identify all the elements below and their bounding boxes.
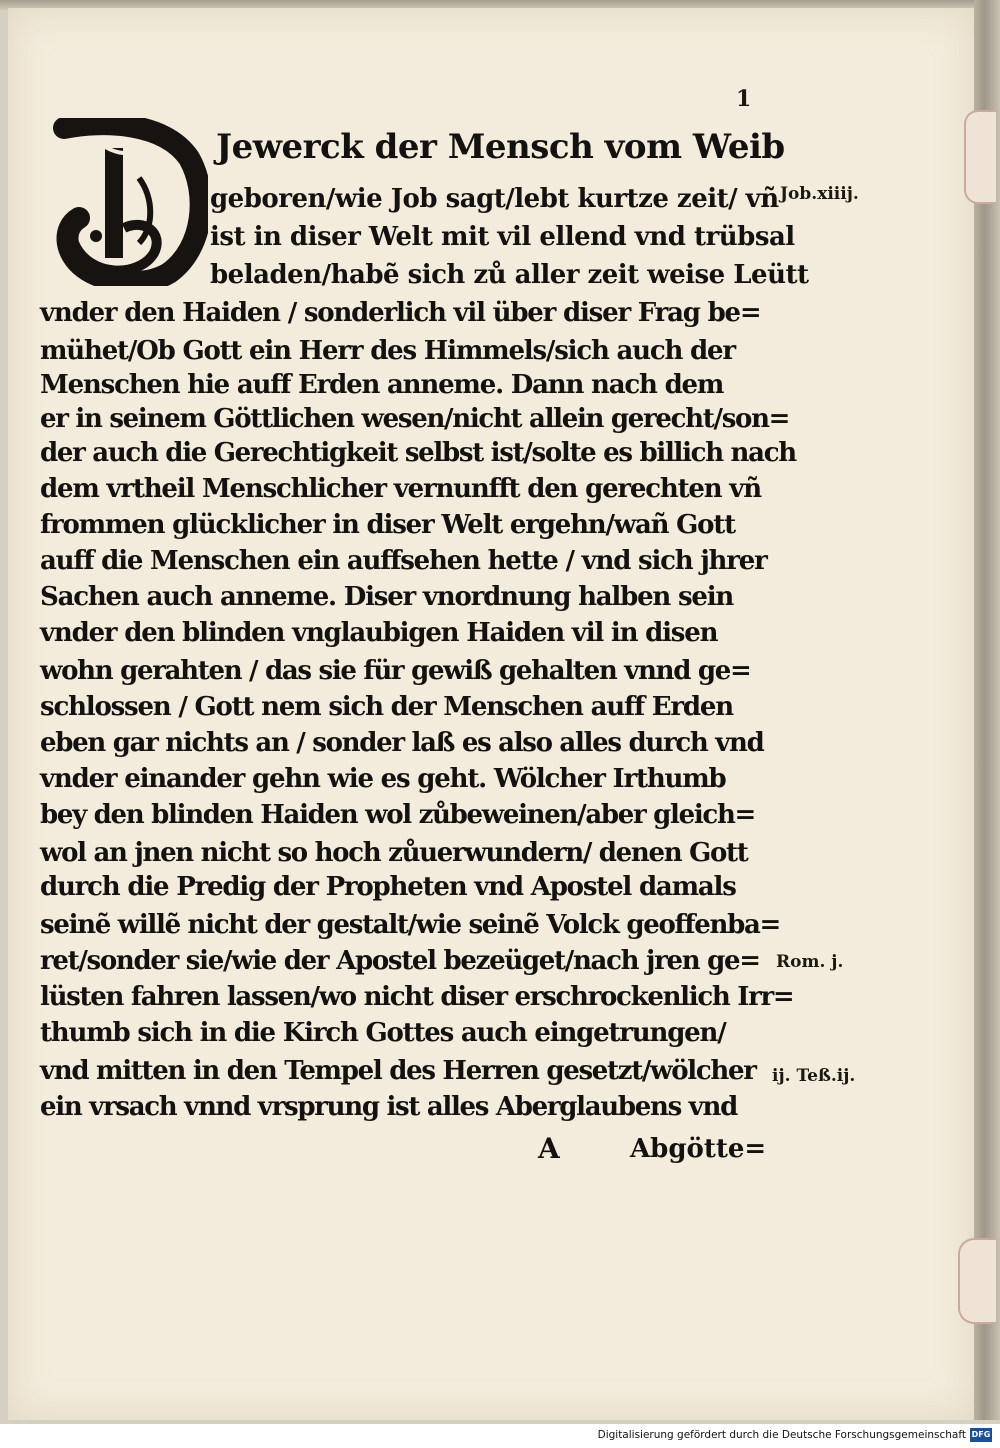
page-tab-top [964,110,996,204]
margin-note: Rom. j. [776,952,844,972]
signature-mark: A [538,1132,560,1165]
footer-credit: Digitalisierung gefördert durch die Deutsche Forschungsgemeinschaft [597,1429,966,1441]
margin-note: ij. Teß.ij. [772,1066,856,1086]
text-line: vnder den blinden vnglaubigen Haiden vil in disen [40,618,718,648]
text-line: ret/sonder sie/wie der Apostel bezeüget/nach jren ge= [40,946,760,976]
text-line: vnd mitten in den Tempel des Herren gesetzt/wölcher [40,1056,756,1086]
text-line: vnder einander gehn wie es geht. Wölcher Irthumb [40,764,726,794]
catchword: Abgötte= [630,1134,767,1164]
text-line: bey den blinden Haiden wol zůbeweinen/aber gleich= [40,800,756,830]
text-line: Sachen auch anneme. Diser vnordnung halben sein [40,582,734,612]
text-line: eben gar nichts an / sonder laß es also alles durch vnd [40,728,764,758]
text-line: frommen glücklicher in diser Welt ergehn/wañ Gott [40,510,735,540]
text-line: dem vrtheil Menschlicher vernunfft den gerechten vñ [40,474,761,504]
margin-note: Job.xiiij. [780,184,859,204]
bleed-through-text [30,1150,730,1220]
page-number: 1 [736,86,752,112]
book-page-edges [974,0,1000,1420]
dropcap-initial [44,118,208,286]
text-line: auff die Menschen ein auffsehen hette / vnd sich jhrer [40,546,767,576]
text-line: beladen/habẽ sich zů aller zeit weise Leütt [210,260,809,290]
dfg-logo-icon: DFG [970,1428,992,1442]
text-line: ein vrsach vnnd vrsprung ist alles Aberglaubens vnd [40,1092,737,1122]
text-line: Jewerck der Mensch vom Weib [216,127,785,167]
footer-bar [0,1424,1000,1448]
text-line: wol an jnen nicht so hoch zůuerwundern/ denen Gott [40,838,748,868]
text-line: der auch die Gerechtigkeit selbst ist/solte es billich nach [40,438,796,468]
text-line: mühet/Ob Gott ein Herr des Himmels/sich auch der [40,336,735,366]
text-line: er in seinem Göttlichen wesen/nicht allein gerecht/son= [40,404,790,434]
text-line: lüsten fahren lassen/wo nicht diser erschrockenlich Irr= [40,982,794,1012]
text-line: Menschen hie auff Erden anneme. Dann nach dem [40,370,724,400]
text-line: geboren/wie Job sagt/lebt kurtze zeit/ vñ [210,184,779,214]
text-line: vnder den Haiden / sonderlich vil über diser Frag be= [40,298,761,328]
text-line: schlossen / Gott nem sich der Menschen auff Erden [40,692,733,722]
page-tab-bottom [958,1238,996,1324]
text-line: seinẽ willẽ nicht der gestalt/wie seinẽ Volck geoffenba= [40,910,781,940]
text-line: thumb sich in die Kirch Gottes auch eingetrungen/ [40,1018,726,1048]
text-line: wohn gerahten / das sie für gewiß gehalten vnnd ge= [40,656,751,686]
text-line: ist in diser Welt mit vil ellend vnd trübsal [210,222,795,252]
text-line: durch die Predig der Propheten vnd Apostel damals [40,872,736,902]
